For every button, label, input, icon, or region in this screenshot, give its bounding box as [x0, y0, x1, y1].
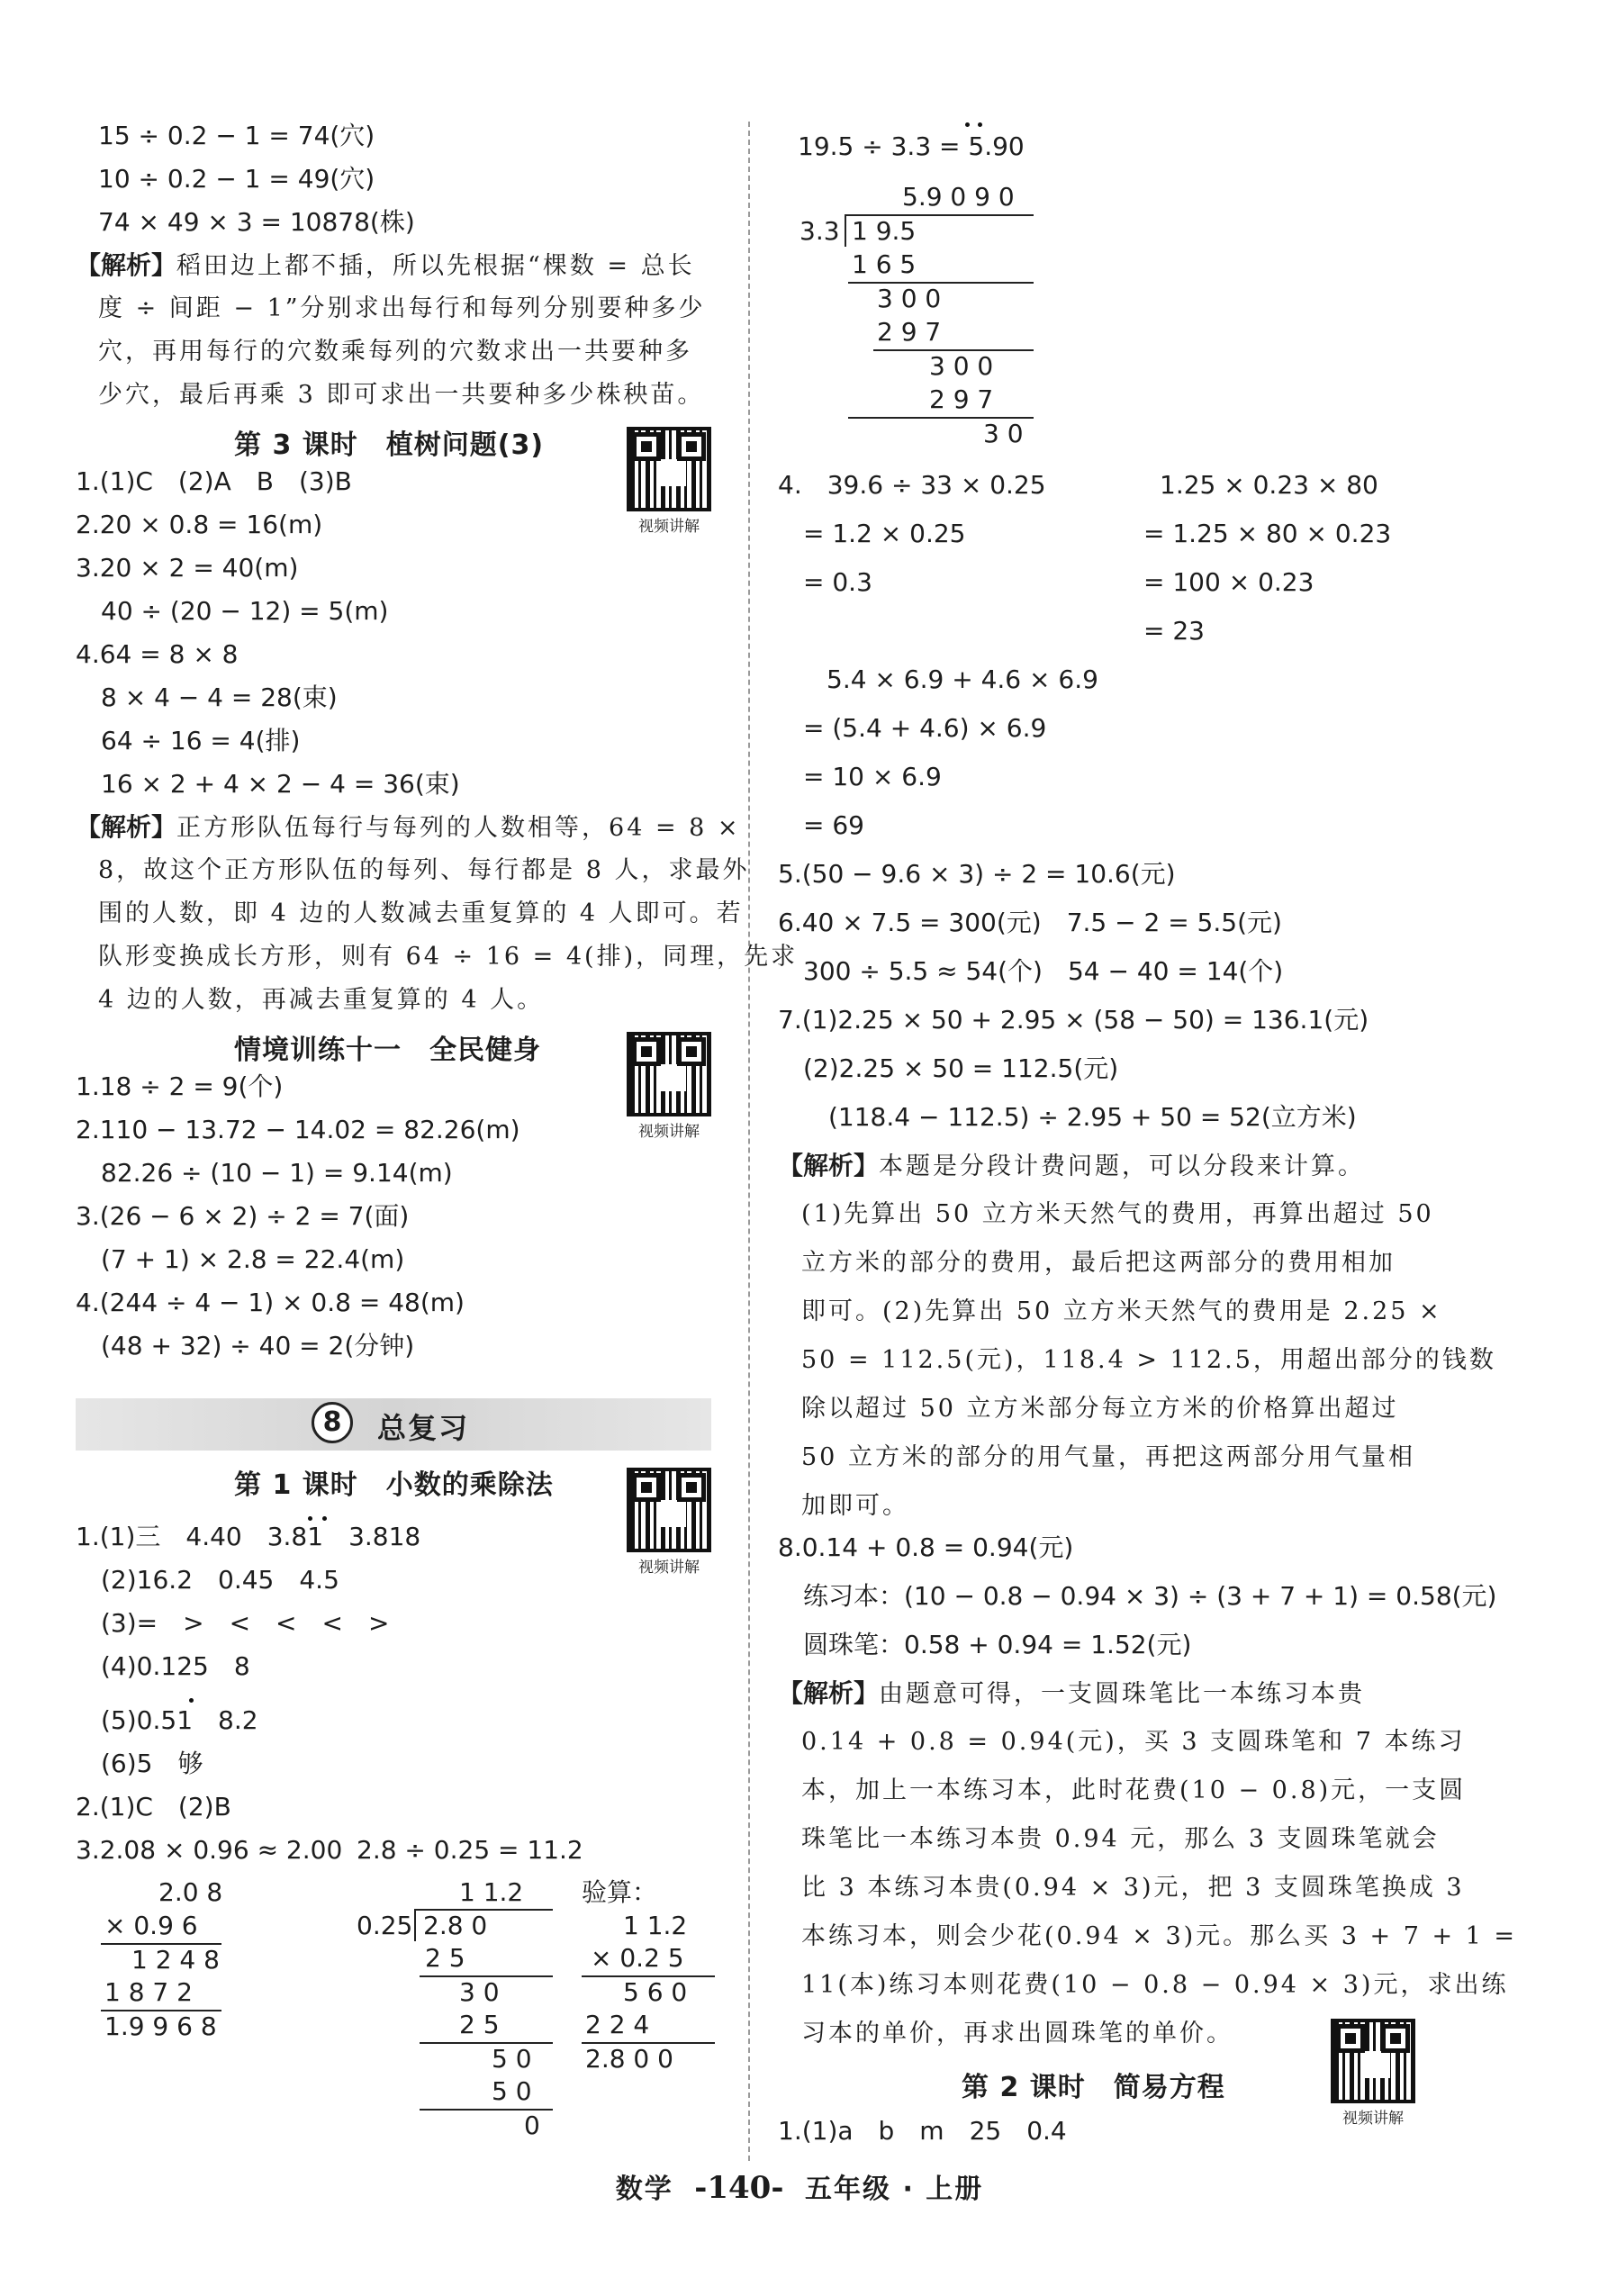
calc-digit-row: 1 2 4 8 [131, 1945, 220, 1975]
answer-line: = 69 [803, 810, 864, 840]
calc-digit-row: 3 0 [983, 419, 1024, 448]
answer-line: 5.4 × 6.9 + 4.6 × 6.9 [827, 664, 1098, 694]
answer-line: (118.4 − 112.5) ÷ 2.95 + 50 = 52(立方米) [778, 1102, 1357, 1132]
answer-line: (2)16.2 0.45 4.5 [76, 1565, 339, 1595]
answer-line: (48 + 32) ÷ 40 = 2(分钟) [76, 1331, 415, 1360]
answer-line: 3.20 × 2 = 40(m) [76, 553, 299, 583]
analysis-line: 50 = 112.5(元)，118.4 > 112.5，用超出部分的钱数 [801, 1346, 1496, 1374]
analysis-line: 【解析】本题是分段计费问题，可以分段来计算。 [778, 1151, 1366, 1180]
calc-digit-row: 1 1.2 [623, 1911, 688, 1940]
analysis-line: 4 边的人数，再减去重复算的 4 人。 [98, 986, 545, 1014]
repeating-dot [965, 122, 970, 127]
analysis-line: 除以超过 50 立方米部分每立方米的价格算出超过 [801, 1395, 1399, 1423]
answer-line: 8 × 4 − 4 = 28(束) [76, 682, 338, 712]
answer-line: = 100 × 0.23 [1143, 567, 1314, 597]
answer-line: 5.(50 − 9.6 × 3) ÷ 2 = 10.6(元) [778, 859, 1176, 889]
calc-digit-row: 2 2 4 [585, 2010, 650, 2039]
calc-digit-row: 2 9 7 [929, 384, 994, 414]
analysis-line: 比 3 本练习本贵(0.94 × 3)元，把 3 支圆珠笔换成 3 [801, 1874, 1465, 1902]
calc-digit-row: 2 9 7 [877, 317, 942, 347]
calc-rule [420, 2042, 553, 2044]
analysis-line: 少穴，最后再乘 3 即可求出一共要种多少株秧苗。 [98, 381, 705, 409]
calc-digit-row: 1 1.2 [459, 1877, 524, 1907]
analysis-line: 【解析】正方形队伍每行与每列的人数相等，64 = 8 × [76, 812, 741, 842]
calc-digit-row: 2.8 0 [423, 1911, 488, 1940]
analysis-line: 立方米的部分的费用，最后把这两部分的费用相加 [801, 1249, 1396, 1277]
analysis-line: 即可。(2)先算出 50 立方米天然气的费用是 2.25 × [801, 1297, 1442, 1325]
division-bracket [414, 1909, 416, 1941]
chapter-title: 总复习 [377, 1411, 470, 1445]
qr-caption: 视频讲解 [638, 1559, 700, 1577]
analysis-tag: 【解析】 [76, 250, 177, 280]
page-footer [0, 2166, 1599, 2206]
answer-line: (5)0.51 8.2 [76, 1705, 258, 1735]
answer-line: 1.25 × 0.23 × 80 [1160, 470, 1378, 500]
answer-line: 2.8 ÷ 0.25 = 11.2 [357, 1835, 583, 1865]
analysis-line: 围的人数，即 4 边的人数减去重复算的 4 人即可。若 [98, 899, 744, 927]
answer-line: 4.64 = 8 × 8 [76, 639, 239, 669]
repeating-dot [308, 1516, 312, 1521]
calc-digit-row: 5.9 0 9 0 [902, 182, 1015, 212]
section-title: 第 2 课时 简易方程 [962, 2072, 1225, 2103]
answer-line: 1.(1)三 4.40 3.81 3.818 [76, 1522, 421, 1551]
calc-digit-row: × 0.2 5 [591, 1943, 684, 1973]
calc-digit-row: 2 5 [459, 2010, 500, 2039]
section-title: 第 3 课时 植树问题(3) [234, 429, 545, 461]
page-number: -140- [694, 2170, 784, 2206]
qr-code-icon[interactable] [627, 1032, 711, 1116]
footer-subject: 数学 [615, 2174, 673, 2205]
section-title: 第 1 课时 小数的乘除法 [234, 1469, 554, 1501]
answer-line: 3.(26 − 6 × 2) ÷ 2 = 7(面) [76, 1201, 410, 1231]
calc-digit-row: 0.25 [357, 1911, 413, 1940]
repeating-dot [189, 1698, 194, 1703]
analysis-line: 习本的单价，再求出圆珠笔的单价。 [801, 2020, 1233, 2047]
answer-line: 3.2.08 × 0.96 ≈ 2.00 [76, 1835, 343, 1865]
analysis-line: 队形变换成长方形，则有 64 ÷ 16 = 4(排)，同理，先求 [98, 943, 799, 971]
answer-line: 40 ÷ (20 − 12) = 5(m) [76, 596, 389, 626]
calc-digit-row: 3 0 0 [929, 351, 994, 381]
answer-line: 2.110 − 13.72 − 14.02 = 82.26(m) [76, 1115, 520, 1144]
answer-line: (6)5 够 [76, 1749, 203, 1778]
answer-line: 4.(244 ÷ 4 − 1) × 0.8 = 48(m) [76, 1288, 465, 1317]
calc-digit-row: 1 8 7 2 [104, 1977, 193, 2007]
qr-code-icon[interactable] [627, 427, 711, 511]
answer-line: 19.5 ÷ 3.3 = 5.90 [798, 131, 1025, 161]
answer-line: 7.(1)2.25 × 50 + 2.95 × (58 − 50) = 136.1(元) [778, 1005, 1369, 1035]
answer-line: 4. 39.6 ÷ 33 × 0.25 [778, 470, 1046, 500]
analysis-tag: 【解析】 [778, 1151, 880, 1180]
answer-line: = 23 [1143, 616, 1205, 646]
column-divider [748, 122, 750, 2161]
section-title: 情境训练十一 全民健身 [234, 1035, 541, 1066]
text-line: 15 ÷ 0.2 − 1 = 74(穴) [98, 121, 375, 150]
analysis-line: 本，加上一本练习本，此时花费(10 − 0.8)元，一支圆 [801, 1776, 1467, 1804]
answer-line: (4)0.125 8 [76, 1651, 250, 1681]
calc-digit-row: 2 5 [425, 1943, 465, 1973]
answer-line: 6.40 × 7.5 = 300(元) 7.5 − 2 = 5.5(元) [778, 908, 1282, 937]
analysis-line: 加即可。 [801, 1492, 909, 1520]
analysis-line: 【解析】由题意可得，一支圆珠笔比一本练习本贵 [778, 1678, 1366, 1708]
calc-digit-row: 5 6 0 [623, 1977, 688, 2007]
text-line: 74 × 49 × 3 = 10878(株) [98, 207, 415, 237]
repeating-dot [322, 1516, 327, 1521]
check-label: 验算： [582, 1877, 658, 1907]
answer-line: 300 ÷ 5.5 ≈ 54(个) 54 − 40 = 14(个) [778, 956, 1284, 986]
analysis-line: 度 ÷ 间距 − 1”分别求出每行和每列分别要种多少 [98, 294, 706, 322]
calc-digit-row: 1.9 9 6 8 [104, 2011, 217, 2041]
answer-line: = (5.4 + 4.6) × 6.9 [803, 713, 1047, 743]
answer-line: 1.(1)a b m 25 0.4 [778, 2116, 1067, 2146]
chapter-banner [76, 1398, 711, 1451]
qr-caption: 视频讲解 [638, 1123, 700, 1141]
qr-caption: 视频讲解 [1342, 2110, 1404, 2128]
analysis-line: 穴，再用每行的穴数乘每列的穴数求出一共要种多 [98, 338, 692, 366]
chapter-number-badge: 8 [312, 1402, 353, 1443]
calc-digit-row: 3.3 [800, 216, 840, 246]
answer-line: = 10 × 6.9 [803, 762, 942, 791]
analysis-line: 【解析】稻田边上都不插，所以先根据“棵数 = 总长 [76, 250, 695, 280]
answer-line: 2.20 × 0.8 = 16(m) [76, 510, 323, 539]
answer-line: 8.0.14 + 0.8 = 0.94(元) [778, 1532, 1074, 1562]
analysis-line: 珠笔比一本练习本贵 0.94 元，那么 3 支圆珠笔就会 [801, 1825, 1440, 1853]
qr-code-icon[interactable] [627, 1468, 711, 1552]
analysis-line: 0.14 + 0.8 = 0.94(元)，买 3 支圆珠笔和 7 本练习 [801, 1728, 1466, 1756]
calc-digit-row: 5 0 [492, 2044, 532, 2074]
repeating-dot [978, 122, 982, 127]
answer-line: 16 × 2 + 4 × 2 − 4 = 36(束) [76, 769, 460, 799]
answer-line: 64 ÷ 16 = 4(排) [76, 726, 301, 755]
calc-digit-row: 0 [524, 2111, 540, 2140]
analysis-line: 11(本)练习本则花费(10 − 0.8 − 0.94 × 3)元，求出练 [801, 1971, 1509, 1999]
answer-line: 练习本：(10 − 0.8 − 0.94 × 3) ÷ (3 + 7 + 1) = 0.58(元) [778, 1581, 1497, 1611]
answer-line: 圆珠笔：0.58 + 0.94 = 1.52(元) [778, 1630, 1192, 1659]
qr-code-icon[interactable] [1331, 2019, 1415, 2103]
footer-grade: 五年级 · 上册 [805, 2174, 984, 2205]
answer-line: (2)2.25 × 50 = 112.5(元) [778, 1053, 1119, 1083]
division-bracket [845, 214, 846, 247]
calc-digit-row: × 0.9 6 [104, 1911, 198, 1940]
answer-line: 2.(1)C (2)B [76, 1792, 231, 1821]
calc-digit-row: 3 0 [459, 1977, 500, 2007]
calc-digit-row: 1 6 5 [852, 249, 917, 279]
answer-line: (7 + 1) × 2.8 = 22.4(m) [76, 1244, 405, 1274]
qr-caption: 视频讲解 [638, 518, 700, 536]
calc-digit-row: 2.0 8 [158, 1877, 223, 1907]
text-line: 10 ÷ 0.2 − 1 = 49(穴) [98, 164, 375, 194]
answer-line: 1.(1)C (2)A B (3)B [76, 466, 352, 496]
calc-digit-row: 2.8 0 0 [585, 2044, 673, 2074]
calc-digit-row: 5 0 [492, 2076, 532, 2106]
answer-line: 82.26 ÷ (10 − 1) = 9.14(m) [76, 1158, 453, 1188]
calc-digit-row: 3 0 0 [877, 284, 942, 313]
analysis-line: 50 立方米的部分的用气量，再把这两部分用气量相 [801, 1443, 1415, 1471]
answer-line: (3)= > < < < > [76, 1608, 390, 1638]
answer-line: = 1.2 × 0.25 [778, 519, 966, 548]
analysis-line: 本练习本，则会少花(0.94 × 3)元。那么买 3 + 7 + 1 = [801, 1922, 1518, 1950]
answer-line: = 1.25 × 80 × 0.23 [1143, 519, 1392, 548]
calc-digit-row: 1 9.5 [852, 216, 917, 246]
analysis-line: (1)先算出 50 立方米天然气的费用，再算出超过 50 [801, 1200, 1434, 1228]
answer-line: 1.18 ÷ 2 = 9(个) [76, 1071, 284, 1101]
analysis-line: 8，故这个正方形队伍的每列、每行都是 8 人，求最外 [98, 856, 750, 884]
answer-line: = 0.3 [778, 567, 872, 597]
analysis-tag: 【解析】 [778, 1678, 880, 1708]
analysis-tag: 【解析】 [76, 812, 177, 842]
